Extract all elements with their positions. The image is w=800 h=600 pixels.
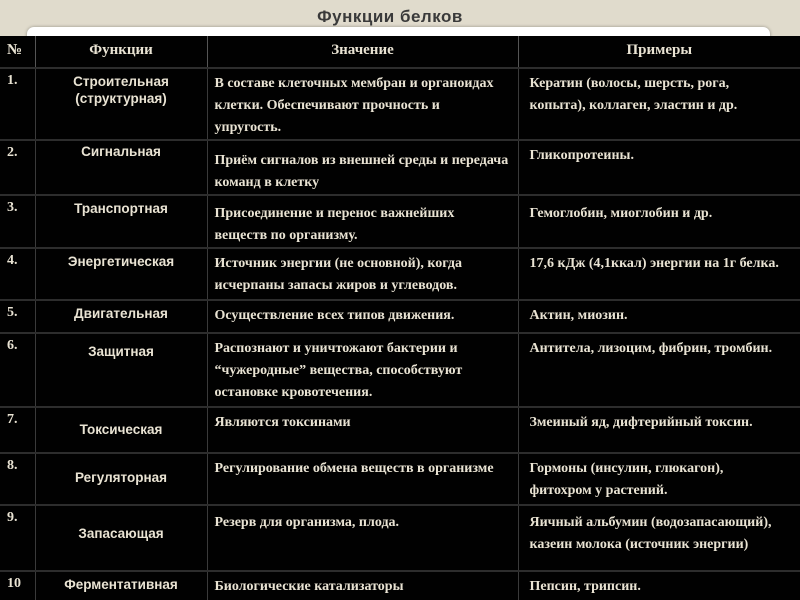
row-number-cell: 4. <box>0 248 35 300</box>
row-number-cell: 6. <box>0 333 35 407</box>
examples-cell: Гликопротеины. <box>518 140 800 195</box>
examples-cell: Кератин (волосы, шерсть, рога, копыта), коллаген, эластин и др. <box>518 68 800 140</box>
function-name-cell: Транспортная <box>35 195 207 248</box>
table-row <box>0 300 800 333</box>
function-name-cell: Токсическая <box>35 407 207 453</box>
table-row <box>0 248 800 300</box>
row-number-cell: 1. <box>0 68 35 140</box>
table-row <box>0 68 800 140</box>
table-row <box>0 140 800 195</box>
header-examples: Примеры <box>626 42 693 58</box>
meaning-cell: Регулирование обмена веществ в организме <box>207 453 518 505</box>
row-number-cell: 8. <box>0 453 35 505</box>
row-number-cell: 9. <box>0 505 35 571</box>
examples-cell: Актин, миозин. <box>518 300 800 333</box>
examples-cell: Змеиный яд, дифтерийный токсин. <box>518 407 800 453</box>
header-function: Функции <box>35 36 207 68</box>
examples-cell: Антитела, лизоцим, фибрин, тромбин. <box>518 333 800 407</box>
table-row <box>0 453 800 505</box>
header-number: № <box>0 36 35 68</box>
row-number-cell: 3. <box>0 195 35 248</box>
slide-title: Функции белков <box>317 7 463 26</box>
meaning-cell: Биологические катализаторы <box>207 571 518 600</box>
row-number-cell: 2. <box>0 140 35 195</box>
table-row <box>0 407 800 453</box>
row-number-cell: 7. <box>0 407 35 453</box>
header-meaning: Значение <box>207 36 518 68</box>
meaning-cell: В составе клеточных мембран и органоидах клетки. Обеспечивают прочность и упругость. <box>207 68 518 140</box>
table-row <box>0 195 800 248</box>
row-number-cell: 10 <box>0 571 35 600</box>
function-name-cell: Строительная (структурная) <box>35 68 207 140</box>
function-name-cell: Ферментативная <box>35 571 207 600</box>
table-row <box>0 333 800 407</box>
examples-cell: Гормоны (инсулин, глюкагон), фитохром у растений. <box>518 453 800 505</box>
examples-cell: Яичный альбумин (водозапасающий), казеин молока (источник энергии) <box>518 505 800 571</box>
meaning-cell: Присоединение и перенос важнейших веществ по организму. <box>207 195 518 248</box>
meaning-cell: Источник энергии (не основной), когда исчерпаны запасы жиров и углеводов. <box>207 248 518 300</box>
examples-cell: Гемоглобин, миоглобин и др. <box>518 195 800 248</box>
function-name-cell: Защитная <box>35 333 207 407</box>
function-name-cell: Регуляторная <box>35 453 207 505</box>
meaning-cell: Осуществление всех типов движения. <box>207 300 518 333</box>
meaning-cell: Распознают и уничтожают бактерии и “чужеродные” вещества, способствуют остановке кровотечения. <box>207 333 518 407</box>
row-number-cell: 5. <box>0 300 35 333</box>
meaning-cell: Приём сигналов из внешней среды и передача команд в клетку <box>207 140 518 195</box>
function-name-cell: Запасающая <box>35 505 207 571</box>
table-row <box>0 505 800 571</box>
table-row <box>0 571 800 600</box>
protein-functions-table <box>0 36 800 600</box>
function-name-cell: Энергетическая <box>35 248 207 300</box>
meaning-cell: Являются токсинами <box>207 407 518 453</box>
function-name-cell: Сигнальная <box>35 140 207 195</box>
examples-cell: 17,6 кДж (4,1ккал) энергии на 1г белка. <box>518 248 800 300</box>
function-name-cell: Двигательная <box>35 300 207 333</box>
table-header-row <box>0 36 800 68</box>
meaning-cell: Резерв для организма, плода. <box>207 505 518 571</box>
examples-cell: Пепсин, трипсин. <box>518 571 800 600</box>
